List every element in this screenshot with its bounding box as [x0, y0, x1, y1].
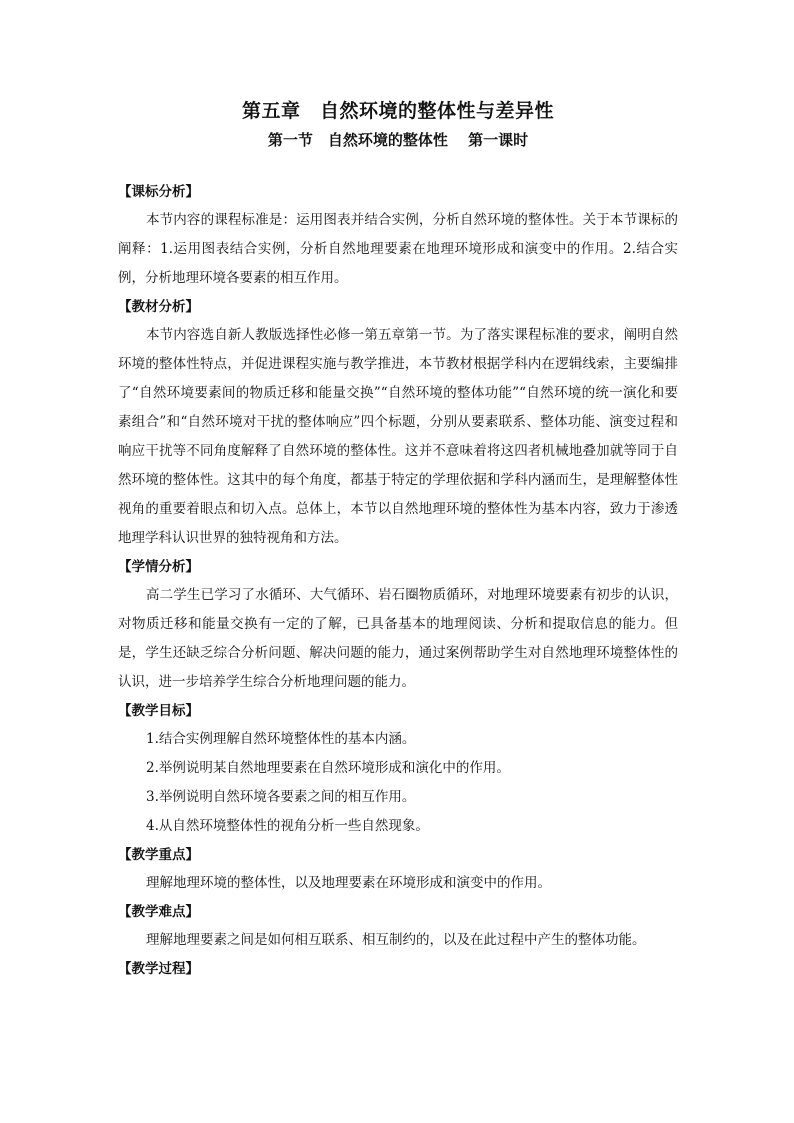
section-paragraph-standard: 本节内容的课程标准是：运用图表并结合实例，分析自然环境的整体性。关于本节课标的阐释：1.运用图表结合实例，分析自然地理要素在地理环境形成和演变中的作用。2.结合实例，分析地理环境各要素的相互作用。 — [118, 212, 678, 286]
section-key-points — [118, 841, 678, 898]
section-process — [118, 955, 678, 983]
section-paragraph-textbook: 本节内容选自新人教版选择性必修一第五章第一节。为了落实课程标准的要求，阐明自然环境的整体性特点，并促进课程实施与教学推进，本节教材根据学科内在逻辑线索，主要编排了“自然环境要素间的物质迁移和能量交换”“自然环境的整体功能”“自然环境的统一演化和要素组合”和“自然环境对干扰的整体响应”四个标题，分别从要素联系、整体功能、演变过程和响应干扰等不同角度解释了自然环境的整体性。这并不意味着将这四者机械地叠加就等同于自然环境的整体性。这其中的每个角度，都基于特定的学理依据和学科内涵而生，是理解整体性视角的重要着眼点和切入点。总体上，本节以自然地理环境的整体性为基本内容，致力于渗透地理学科认识世界的独特视角和方法。 — [118, 327, 678, 546]
objective-item: 4.从自然环境整体性的视角分析一些自然现象。 — [146, 818, 429, 834]
section-heading-key-points: 【教学重点】 — [118, 847, 199, 863]
section-paragraph-key-points: 理解地理环境的整体性，以及地理要素在环境形成和演变中的作用。 — [146, 875, 551, 891]
section-difficulties — [118, 898, 678, 955]
objective-item: 1.结合实例理解自然环境整体性的基本内涵。 — [146, 731, 416, 747]
section-paragraph-students: 高二学生已学习了水循环、大气循环、岩石圈物质循环，对地理环境要素有初步的认识，对物质迁移和能量交换有一定的了解，已具备基本的地理阅读、分析和提取信息的能力。但是，学生还缺乏综合分析问题、解决问题的能力，通过案例帮助学生对自然地理环境整体性的认识，进一步培养学生综合分析地理问题的能力。 — [118, 587, 678, 690]
section-heading-process: 【教学过程】 — [118, 961, 199, 977]
document-page — [118, 96, 678, 983]
section-heading-standard: 【课标分析】 — [118, 184, 199, 200]
section-objectives — [118, 697, 678, 841]
section-heading-textbook: 【教材分析】 — [118, 299, 199, 315]
section-paragraph-difficulties: 理解地理要素之间是如何相互联系、相互制约的，以及在此过程中产生的整体功能。 — [146, 932, 646, 948]
section-heading-objectives: 【教学目标】 — [118, 703, 199, 719]
chapter-title: 第五章 自然环境的整体性与差异性 — [241, 100, 554, 122]
section-textbook — [118, 293, 678, 553]
section-standard — [118, 178, 678, 293]
section-students — [118, 553, 678, 697]
objective-item: 3.举例说明自然环境各要素之间的相互作用。 — [146, 789, 416, 805]
objective-item: 2.举例说明某自然地理要素在自然环境形成和演化中的作用。 — [146, 760, 510, 776]
section-heading-difficulties: 【教学难点】 — [118, 904, 199, 920]
section-heading-students: 【学情分析】 — [118, 559, 199, 575]
section-subtitle: 第一节 自然环境的整体性 第一课时 — [267, 131, 529, 149]
